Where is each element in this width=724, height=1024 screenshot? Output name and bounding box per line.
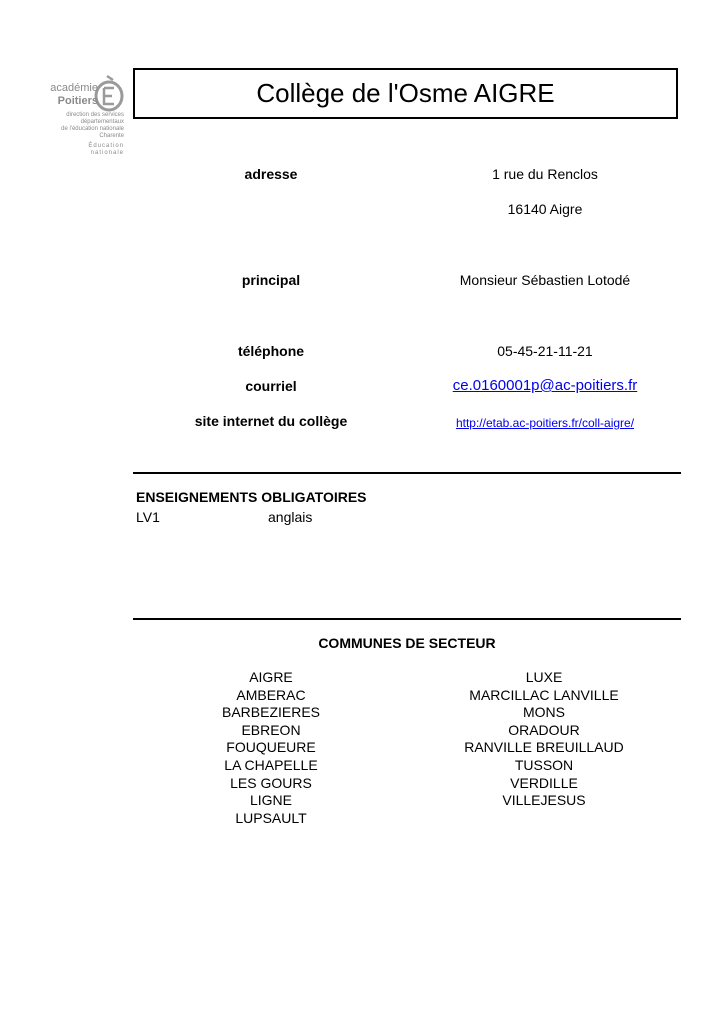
website-link[interactable]: http://etab.ac-poitiers.fr/coll-aigre/ xyxy=(455,416,635,430)
communes-right-list xyxy=(424,669,664,810)
address-label: adresse xyxy=(244,166,298,182)
phone-value: 05-45-21-11-21 xyxy=(497,343,593,359)
commune-item: MARCILLAC LANVILLE xyxy=(469,686,619,703)
commune-item: FOUQUEURE xyxy=(226,739,316,756)
section-divider-1 xyxy=(133,472,681,474)
commune-item: TUSSON xyxy=(514,756,574,773)
address-line2: 16140 Aigre xyxy=(507,201,583,217)
commune-item: AMBERAC xyxy=(236,686,306,703)
logo-text-charente: Charente xyxy=(99,133,124,139)
email-label: courriel xyxy=(245,378,297,394)
logo-text-direction: direction des services xyxy=(66,112,124,118)
commune-item: BARBEZIERES xyxy=(221,704,321,721)
logo-text-departementaux: départementaux xyxy=(80,119,124,125)
commune-item: VERDILLE xyxy=(510,774,578,791)
teaching-section-title: ENSEIGNEMENTS OBLIGATOIRES xyxy=(136,489,367,505)
section-divider-2 xyxy=(133,618,681,620)
commune-item: LIGNE xyxy=(249,792,292,809)
communes-section-title: COMMUNES DE SECTEUR xyxy=(318,635,496,651)
commune-item: LA CHAPELLE xyxy=(224,756,318,773)
commune-item: EBREON xyxy=(241,721,301,738)
logo-text-nationale-mark: nationale xyxy=(90,150,124,156)
logo-text-academie: académie xyxy=(50,82,98,94)
phone-label: téléphone xyxy=(237,343,305,359)
website-value-container xyxy=(420,414,670,430)
academie-logo xyxy=(28,70,128,160)
logo-text-education-mark: Éducation xyxy=(88,143,124,149)
commune-item: VILLEJESUS xyxy=(502,792,586,809)
email-link[interactable]: ce.0160001p@ac-poitiers.fr xyxy=(452,377,638,394)
commune-item: ORADOUR xyxy=(508,721,580,738)
commune-item: LUPSAULT xyxy=(235,809,307,826)
email-value-container xyxy=(420,377,670,394)
commune-item: LUXE xyxy=(525,669,563,685)
academie-e-logo-icon xyxy=(94,74,124,112)
commune-item: AIGRE xyxy=(249,669,293,685)
commune-item: LES GOURS xyxy=(230,774,312,791)
commune-item: RANVILLE BREUILLAUD xyxy=(464,739,624,756)
logo-text-poitiers: Poitiers xyxy=(57,95,98,107)
address-line1: 1 rue du Renclos xyxy=(492,166,598,182)
lv1-label: LV1 xyxy=(136,509,160,525)
communes-left-list xyxy=(151,669,391,827)
website-label: site internet du collège xyxy=(194,413,348,429)
logo-text-education: de l'éducation nationale xyxy=(61,126,124,132)
principal-label: principal xyxy=(241,272,301,288)
commune-item: MONS xyxy=(523,704,565,721)
principal-value: Monsieur Sébastien Lotodé xyxy=(459,272,631,288)
page-title: Collège de l'Osme AIGRE xyxy=(133,68,678,119)
lv1-value: anglais xyxy=(268,509,313,525)
